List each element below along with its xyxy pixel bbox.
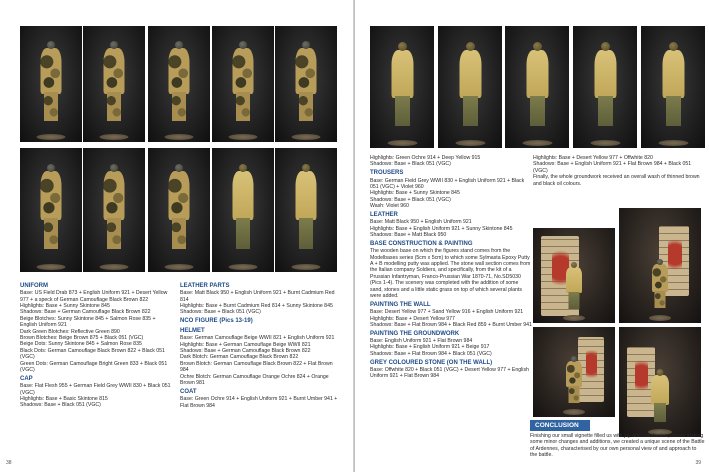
recipe-line: Base: US Field Drab 873 + English Uniform 921 + Desert Yellow 977 + a speck of German Camouflage Black Brown 822 bbox=[20, 290, 168, 303]
recipe-line: Highlights: Base + German Camouflage Beige WWII 821 bbox=[180, 341, 311, 348]
recipe-line: Base: Green Ochre 914 + English Uniform 921 + Burnt Umber 941 + Flat Brown 984 bbox=[180, 396, 338, 409]
recipe-line: Base: Offwhite 820 + Black 051 (VGC) + Desert Yellow 977 + English Uniform 921 + Flat Brown 984 bbox=[370, 366, 529, 380]
recipe-line: Highlights: Base + Basic Skintone 815 bbox=[20, 396, 108, 402]
section-heading: GREY COLOURED STONE (ON THE WALL) bbox=[370, 359, 493, 366]
figure-miniature bbox=[592, 42, 619, 142]
recipe-line: Wash: Violet 960 bbox=[370, 203, 409, 210]
section-heading: PAINTING THE GROUNDWORK bbox=[370, 330, 460, 337]
section-heading: TROUSERS bbox=[370, 170, 404, 177]
recipe-line: Brown Blotch: German Camouflage Black Brown 822 + Flat Brown 984 bbox=[180, 360, 333, 374]
section-heading: UNIFORM bbox=[20, 283, 48, 289]
recipe-line: Base: Matt Black 950 + English Uniform 921 bbox=[370, 219, 472, 226]
recipe-line: Highlights: Base + Desert Yellow 977 bbox=[370, 315, 455, 322]
photo-camo-soldier bbox=[212, 26, 274, 142]
recipe-line: Dark Blotch: German Camouflage Black Brown 822 bbox=[180, 354, 299, 361]
recipe-line: Shadows: Base + Flat Brown 984 + Black 051 (VGC) bbox=[370, 350, 492, 357]
groundwork-finish-text-column bbox=[533, 155, 701, 187]
photo-diorama-3 bbox=[533, 327, 615, 417]
photo-nco-figure bbox=[275, 148, 337, 272]
recipe-line: Black Dots: German Camouflage Black Brown 822 + Black 051 (VGC) bbox=[20, 347, 165, 361]
photo-camo-soldier bbox=[83, 148, 145, 272]
leather-nco-text-column bbox=[180, 283, 338, 409]
recipe-line: Base: Flat Flesh 955 + German Field Grey WWII 830 + Black 051 (VGC) bbox=[20, 383, 171, 396]
recipe-line: Beige Dots: Sunny Skintone 845 + Salmon Rose 835 bbox=[20, 341, 142, 348]
section-heading: LEATHER bbox=[370, 212, 398, 219]
recipe-line: Base: Desert Yellow 977 + Sand Yellow 916 + English Uniform 921 bbox=[370, 309, 524, 316]
recipe-line: Highlights: Base + English Uniform 921 + Beige 917 bbox=[370, 344, 490, 351]
figure-miniature bbox=[564, 356, 584, 411]
recipe-line: Highlights: Base + English Uniform 921 + Sunny Skintone 845 bbox=[370, 225, 513, 232]
figure-miniature bbox=[457, 42, 484, 142]
photo-camo-soldier bbox=[275, 26, 337, 142]
photo-nco-figure bbox=[438, 26, 502, 148]
recipe-line: Shadows: Base + Black 051 (VGC) bbox=[370, 161, 451, 168]
conclusion-text: Finishing our small vignette filled us with joy and satisfaction, where making some minor changes and additions, we created a unique scene of the Battle of Ardennes, characterised by our own personal view of and approach to the battle. bbox=[530, 433, 705, 459]
photo-camo-soldier bbox=[83, 26, 145, 142]
red-vegetation bbox=[635, 351, 648, 400]
recipe-line: Shadows: Base + Black 051 (VGC) bbox=[20, 402, 101, 409]
section-heading: COAT bbox=[180, 388, 197, 395]
recipe-line: Shadows: Base + Black 051 (VGC) bbox=[180, 309, 261, 316]
recipe-line: Shadows: Base + English Uniform 921 + Flat Brown 984 + Black 051 (VGC) bbox=[533, 161, 692, 174]
section-heading: LEATHER PARTS bbox=[180, 283, 230, 289]
recipe-line: Shadows: Base + Black 051 (VGC) bbox=[370, 196, 451, 203]
recipe-line: Highlights: Base + Desert Yellow 977 + Offwhite 820 bbox=[533, 155, 653, 161]
left-page bbox=[0, 0, 354, 472]
recipe-line: Shadows: Base + German Camouflage Black Brown 822 bbox=[180, 348, 311, 355]
uniform-text-column bbox=[20, 283, 172, 409]
section-heading: NCO FIGURE (Pics 13-19) bbox=[180, 318, 253, 325]
recipe-line: The wooden base on which the figures stand comes from the Modelbases series (5cm x 5cm) to which some Sylmasta Epoxy Putty A + B modelling putty was applied. The stone wall section comes from the Italian company Soldiers, and specifically, from the kit of a Prussian Infantryman, Franco-Prussian War 1870-71, No.SD5030 (Pics 1-4). The scenery was completed with the addition of some sand, stones and a little static grass on top of which several plants were added. bbox=[370, 248, 531, 300]
photo-diorama-2 bbox=[619, 208, 701, 323]
section-heading: BASE CONSTRUCTION & PAINTING bbox=[370, 240, 473, 247]
photo-camo-soldier bbox=[148, 148, 210, 272]
figure-miniature bbox=[101, 164, 127, 266]
photo-camo-soldier bbox=[20, 26, 82, 142]
right-page bbox=[355, 0, 709, 472]
recipe-line: Shadows: Base + Matt Black 950 bbox=[370, 232, 447, 239]
figure-miniature bbox=[564, 262, 584, 317]
recipe-line: Brown Blotches: Beige Brown 875 + Black 051 (VGC) bbox=[20, 335, 144, 342]
photo-nco-figure bbox=[573, 26, 637, 148]
recipe-line: Finally, the whole groundwork received an overall wash of thinned brown and black oil colours. bbox=[533, 174, 700, 187]
recipe-line: Highlights: Green Ochre 914 + Deep Yellow 915 bbox=[370, 155, 481, 161]
recipe-line: Ochre Blotch: German Camouflage Orange Ochre 824 + Orange Brown 981 bbox=[180, 373, 329, 387]
recipe-line: Highlights: Base + Sunny Skintone 845 bbox=[20, 303, 110, 310]
figure-miniature bbox=[389, 42, 416, 142]
recipe-line: Base: German Field Grey WWII 830 + English Uniform 921 + Black 051 (VGC) + Violet 960 bbox=[370, 177, 525, 190]
photo-diorama-4 bbox=[619, 327, 701, 437]
figure-miniature bbox=[660, 42, 687, 142]
section-heading: CAP bbox=[20, 375, 33, 382]
figure-miniature bbox=[524, 42, 551, 142]
photo-nco-figure bbox=[370, 26, 434, 148]
trousers-base-text-column bbox=[370, 155, 532, 380]
recipe-line: Base: German Camouflage Beige WWII 821 + English Uniform 921 bbox=[180, 335, 335, 342]
figure-miniature bbox=[293, 164, 319, 266]
figure-miniature bbox=[38, 41, 64, 136]
figure-miniature bbox=[101, 41, 127, 136]
recipe-line: Highlights: Base + Burnt Cadmium Red 814 + Sunny Skintone 845 bbox=[180, 303, 333, 310]
recipe-line: Beige Blotches: Sunny Skintone 845 + Salmon Rose 835 + English Uniform 921 bbox=[20, 315, 156, 329]
figure-miniature bbox=[650, 259, 670, 317]
recipe-line: Shadows: Base + German Camouflage Black Brown 822 bbox=[20, 309, 151, 316]
recipe-line: Dark Green Blotches: Reflective Green 890 bbox=[20, 328, 120, 335]
recipe-line: Shadows: Base + Flat Brown 984 + Black Red 859 + Burnt Umber 941 bbox=[370, 321, 532, 328]
red-vegetation bbox=[586, 341, 598, 387]
page-number-left: 38 bbox=[6, 460, 12, 466]
figure-miniature bbox=[293, 41, 319, 136]
section-heading: HELMET bbox=[180, 328, 205, 335]
figure-miniature bbox=[166, 41, 192, 136]
photo-camo-soldier bbox=[20, 148, 82, 272]
section-heading: PAINTING THE WALL bbox=[370, 301, 431, 308]
figure-miniature bbox=[230, 164, 256, 266]
recipe-line: Green Dots: German Camouflage Bright Green 833 + Black 051 (VGC) bbox=[20, 360, 168, 374]
figure-miniature bbox=[230, 41, 256, 136]
figure-miniature bbox=[649, 369, 671, 431]
photo-nco-figure bbox=[212, 148, 274, 272]
recipe-line: Base: Matt Black 950 + English Uniform 921 + Burnt Cadmium Red 814 bbox=[180, 290, 335, 303]
page-number-right: 39 bbox=[695, 460, 701, 466]
red-vegetation bbox=[668, 230, 682, 279]
photo-nco-figure bbox=[505, 26, 569, 148]
figure-miniature bbox=[166, 164, 192, 266]
conclusion-heading: CONCLUSION bbox=[530, 420, 590, 431]
figure-miniature bbox=[38, 164, 64, 266]
recipe-line: Highlights: Base + Sunny Skintone 845 bbox=[370, 190, 460, 197]
photo-nco-figure bbox=[641, 26, 705, 148]
recipe-line: Base: English Uniform 921 + Flat Brown 984 bbox=[370, 338, 473, 345]
photo-diorama-1 bbox=[533, 228, 615, 323]
photo-camo-soldier bbox=[148, 26, 210, 142]
